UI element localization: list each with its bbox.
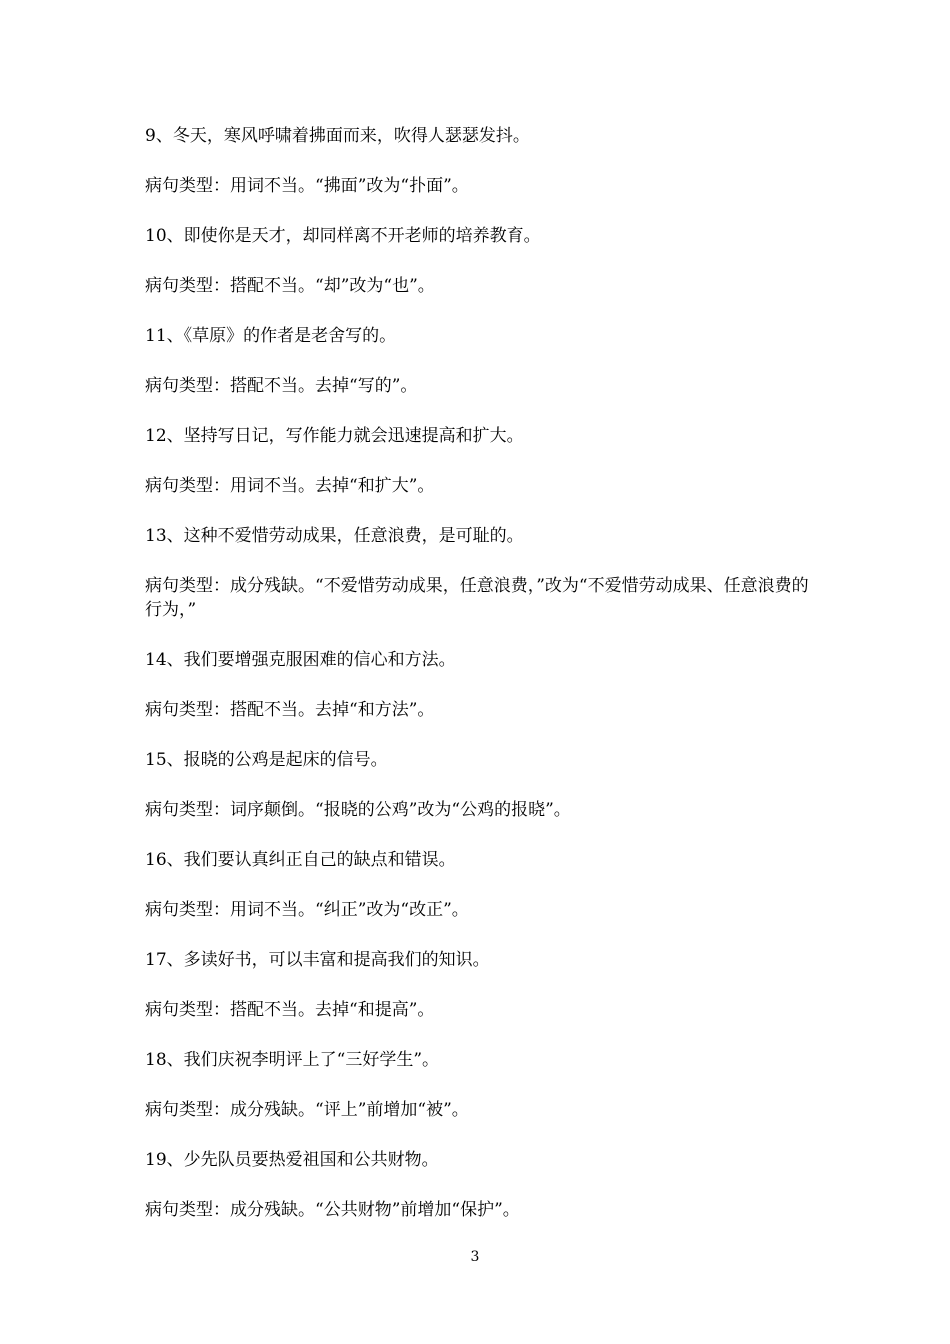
answer-16: 病句类型：用词不当。“纠正”改为“改正”。 xyxy=(145,900,469,920)
sentence-17: 17、多读好书，可以丰富和提高我们的知识。 xyxy=(145,950,490,970)
page-number: 3 xyxy=(470,1249,480,1265)
answer-18: 病句类型：成分残缺。“评上”前增加“被”。 xyxy=(145,1100,469,1120)
answer-9: 病句类型：用词不当。“拂面”改为“扑面”。 xyxy=(145,176,469,196)
sentence-14: 14、我们要增强克服困难的信心和方法。 xyxy=(145,650,456,670)
answer-10: 病句类型：搭配不当。“却”改为“也”。 xyxy=(145,276,435,296)
answer-15: 病句类型：词序颠倒。“报晓的公鸡”改为“公鸡的报晓”。 xyxy=(145,800,571,820)
sentence-15: 15、报晓的公鸡是起床的信号。 xyxy=(145,750,388,770)
answer-17: 病句类型：搭配不当。去掉“和提高”。 xyxy=(145,1000,435,1020)
sentence-18: 18、我们庆祝李明评上了“三好学生”。 xyxy=(145,1050,440,1070)
answer-13: 病句类型：成分残缺。“不爱惜劳动成果，任意浪费，”改为“不爱惜劳动成果、任意浪费的行为，” xyxy=(145,576,809,620)
answer-11: 病句类型：搭配不当。去掉“写的”。 xyxy=(145,376,418,396)
sentence-11: 11、《草原》的作者是老舍写的。 xyxy=(145,326,397,346)
sentence-12: 12、坚持写日记，写作能力就会迅速提高和扩大。 xyxy=(145,426,524,446)
answer-14: 病句类型：搭配不当。去掉“和方法”。 xyxy=(145,700,435,720)
sentence-19: 19、少先队员要热爱祖国和公共财物。 xyxy=(145,1150,439,1170)
answer-19: 病句类型：成分残缺。“公共财物”前增加“保护”。 xyxy=(145,1200,520,1220)
sentence-16: 16、我们要认真纠正自己的缺点和错误。 xyxy=(145,850,456,870)
sentence-13: 13、这种不爱惜劳动成果，任意浪费，是可耻的。 xyxy=(145,526,524,546)
document-body xyxy=(145,124,815,1248)
sentence-9: 9、冬天，寒风呼啸着拂面而来，吹得人瑟瑟发抖。 xyxy=(145,126,530,146)
answer-12: 病句类型：用词不当。去掉“和扩大”。 xyxy=(145,476,435,496)
sentence-10: 10、即使你是天才，却同样离不开老师的培养教育。 xyxy=(145,226,541,246)
